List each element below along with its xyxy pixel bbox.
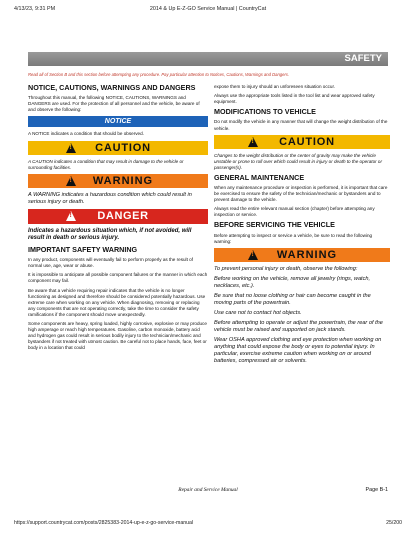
heading-before-servicing: BEFORE SERVICING THE VEHICLE <box>214 220 335 230</box>
alert-triangle-icon <box>66 176 76 186</box>
heading-general-maintenance: GENERAL MAINTENANCE <box>214 172 305 182</box>
paragraph: It is impossible to anticipate all possible component failures or the manner in which each component may fail. <box>28 272 208 284</box>
heading-modifications: MODIFICATIONS TO VEHICLE <box>214 107 316 117</box>
warning-item: Be sure that no loose clothing or hair can become caught in the moving parts of the powertrain. <box>214 292 371 306</box>
notice-label: NOTICE <box>104 118 132 126</box>
left-column <box>28 84 208 354</box>
warning-item: Use care not to contact hot objects. <box>214 309 302 316</box>
caution-label: CAUTION <box>279 135 335 148</box>
warning-banner <box>28 174 208 188</box>
notice-description: A NOTICE indicates a condition that should be observed. <box>28 131 144 137</box>
caution-banner <box>28 141 208 155</box>
warning-label: WARNING <box>92 174 154 187</box>
warning-item: Before working on the vehicle, remove all jewelry (rings, watch, necklaces, etc.). <box>214 275 371 289</box>
page-title: 2014 & Up E-Z-GO Service Manual | CountryCat <box>149 6 267 12</box>
alert-triangle-icon <box>248 250 258 260</box>
paragraph: expose them to injury should an unforeseen situation occur. <box>214 84 336 89</box>
danger-label: DANGER <box>97 209 149 222</box>
caution-description: A CAUTION indicates a condition that may result in damage to the vehicle or surrounding facilities. <box>28 158 184 170</box>
paragraph: When any maintenance procedure or inspection is performed, it is important that care be exercised to ensure the safety of the technician/mechanic or bystanders and to prevent damage to the vehicle. <box>214 185 388 203</box>
danger-banner <box>28 209 208 224</box>
warning-banner <box>214 248 390 262</box>
page-number: Page B-1 <box>365 487 388 493</box>
paragraph: Always use the appropriate tools listed in the tool list and wear approved safety equipment. <box>214 93 375 105</box>
warning-label: WARNING <box>276 248 338 261</box>
heading-notices: NOTICE, CAUTIONS, WARNINGS AND DANGERS <box>28 83 196 92</box>
alert-triangle-icon <box>66 143 76 153</box>
paragraph: Be aware that a vehicle requiring repair indicates that the vehicle is no longer functioning as designed and therefore should be considered potentially hazardous. Use extreme care when working on any vehicle. When diagnosing, removing or replacing any components that are not operating correctly, take the time to consider the safety ramifications if the component should move unexpectedly. <box>28 287 206 317</box>
page-url: https://support.countrycat.com/posts/2825383-2014-up-e-z-go-service-manual <box>14 520 194 526</box>
paragraph: Do not modify the vehicle in any manner that will change the weight distribution of the vehicle. <box>214 119 388 131</box>
notices-intro: Throughout this manual, the following NOTICE, CAUTIONS, WARNINGS and DANGERS are used. For the protection of all personnel and the vehicle, be aware of and observe the following: <box>28 95 200 113</box>
manual-name: Repair and Service Manual <box>178 487 238 493</box>
section-intro: Read all of Section B and this section before attempting any procedure. Pay particular attention to Notices, Cautions, Warnings and Dangers. <box>28 72 290 77</box>
alert-triangle-icon <box>248 137 258 147</box>
browser-footer <box>14 520 402 530</box>
print-page-count: 25/200 <box>386 520 402 526</box>
right-column <box>214 84 390 368</box>
paragraph: Before attempting to inspect or service a vehicle, be sure to read the following warning: <box>214 232 373 244</box>
warning-item: Wear OSHA approved clothing and eye protection when working on anything that could expose the body or eyes to potential injury. In particular, exercise extreme caution when working on or around batteries, compressed air or solvents. <box>214 336 382 364</box>
paragraph: In any product, components will eventually fail to perform properly as the result of normal use, age, wear or abuse. <box>28 257 193 269</box>
page-footer <box>28 487 388 497</box>
alert-triangle-icon <box>66 211 76 221</box>
warning-item: To prevent personal injury or death, observe the following: <box>214 265 358 272</box>
danger-description: Indicates a hazardous situation which, if not avoided, will result in death or serious injury. <box>28 227 192 241</box>
caution-label: CAUTION <box>95 141 151 154</box>
paragraph: Always read the entire relevant manual section (chapter) before attempting any inspection or service. <box>214 206 375 218</box>
heading-important-safety: IMPORTANT SAFETY WARNING <box>28 245 138 254</box>
print-datetime: 4/13/23, 9:31 PM <box>14 6 56 12</box>
browser-header <box>14 6 402 16</box>
warning-item: Before attempting to operate or adjust the powertrain, the rear of the vehicle must be raised and supported on jack stands. <box>214 319 383 333</box>
notice-banner <box>28 116 208 127</box>
section-title: SAFETY <box>344 53 382 64</box>
warning-description: A WARNING indicates a hazardous condition which could result in serious injury or death. <box>28 191 192 205</box>
section-header <box>28 52 388 66</box>
caution-banner <box>214 135 390 149</box>
paragraph: Some components are heavy, spring loaded, highly corrosive, explosive or may produce high amperage or reach high temperatures. Gasoline, carbon monoxide, battery acid and hydrogen gas could result in serious bodily injury to the technician/mechanic and bystanders if not treated with utmost caution. Be careful not to place hands, face, feet or body in a location that could <box>28 320 207 351</box>
caution-description: Changes to the weight distribution or the center of gravity may make the vehicle unstable or prone to roll over which could result in injury or death to the operator or passenger(s). <box>214 152 383 170</box>
